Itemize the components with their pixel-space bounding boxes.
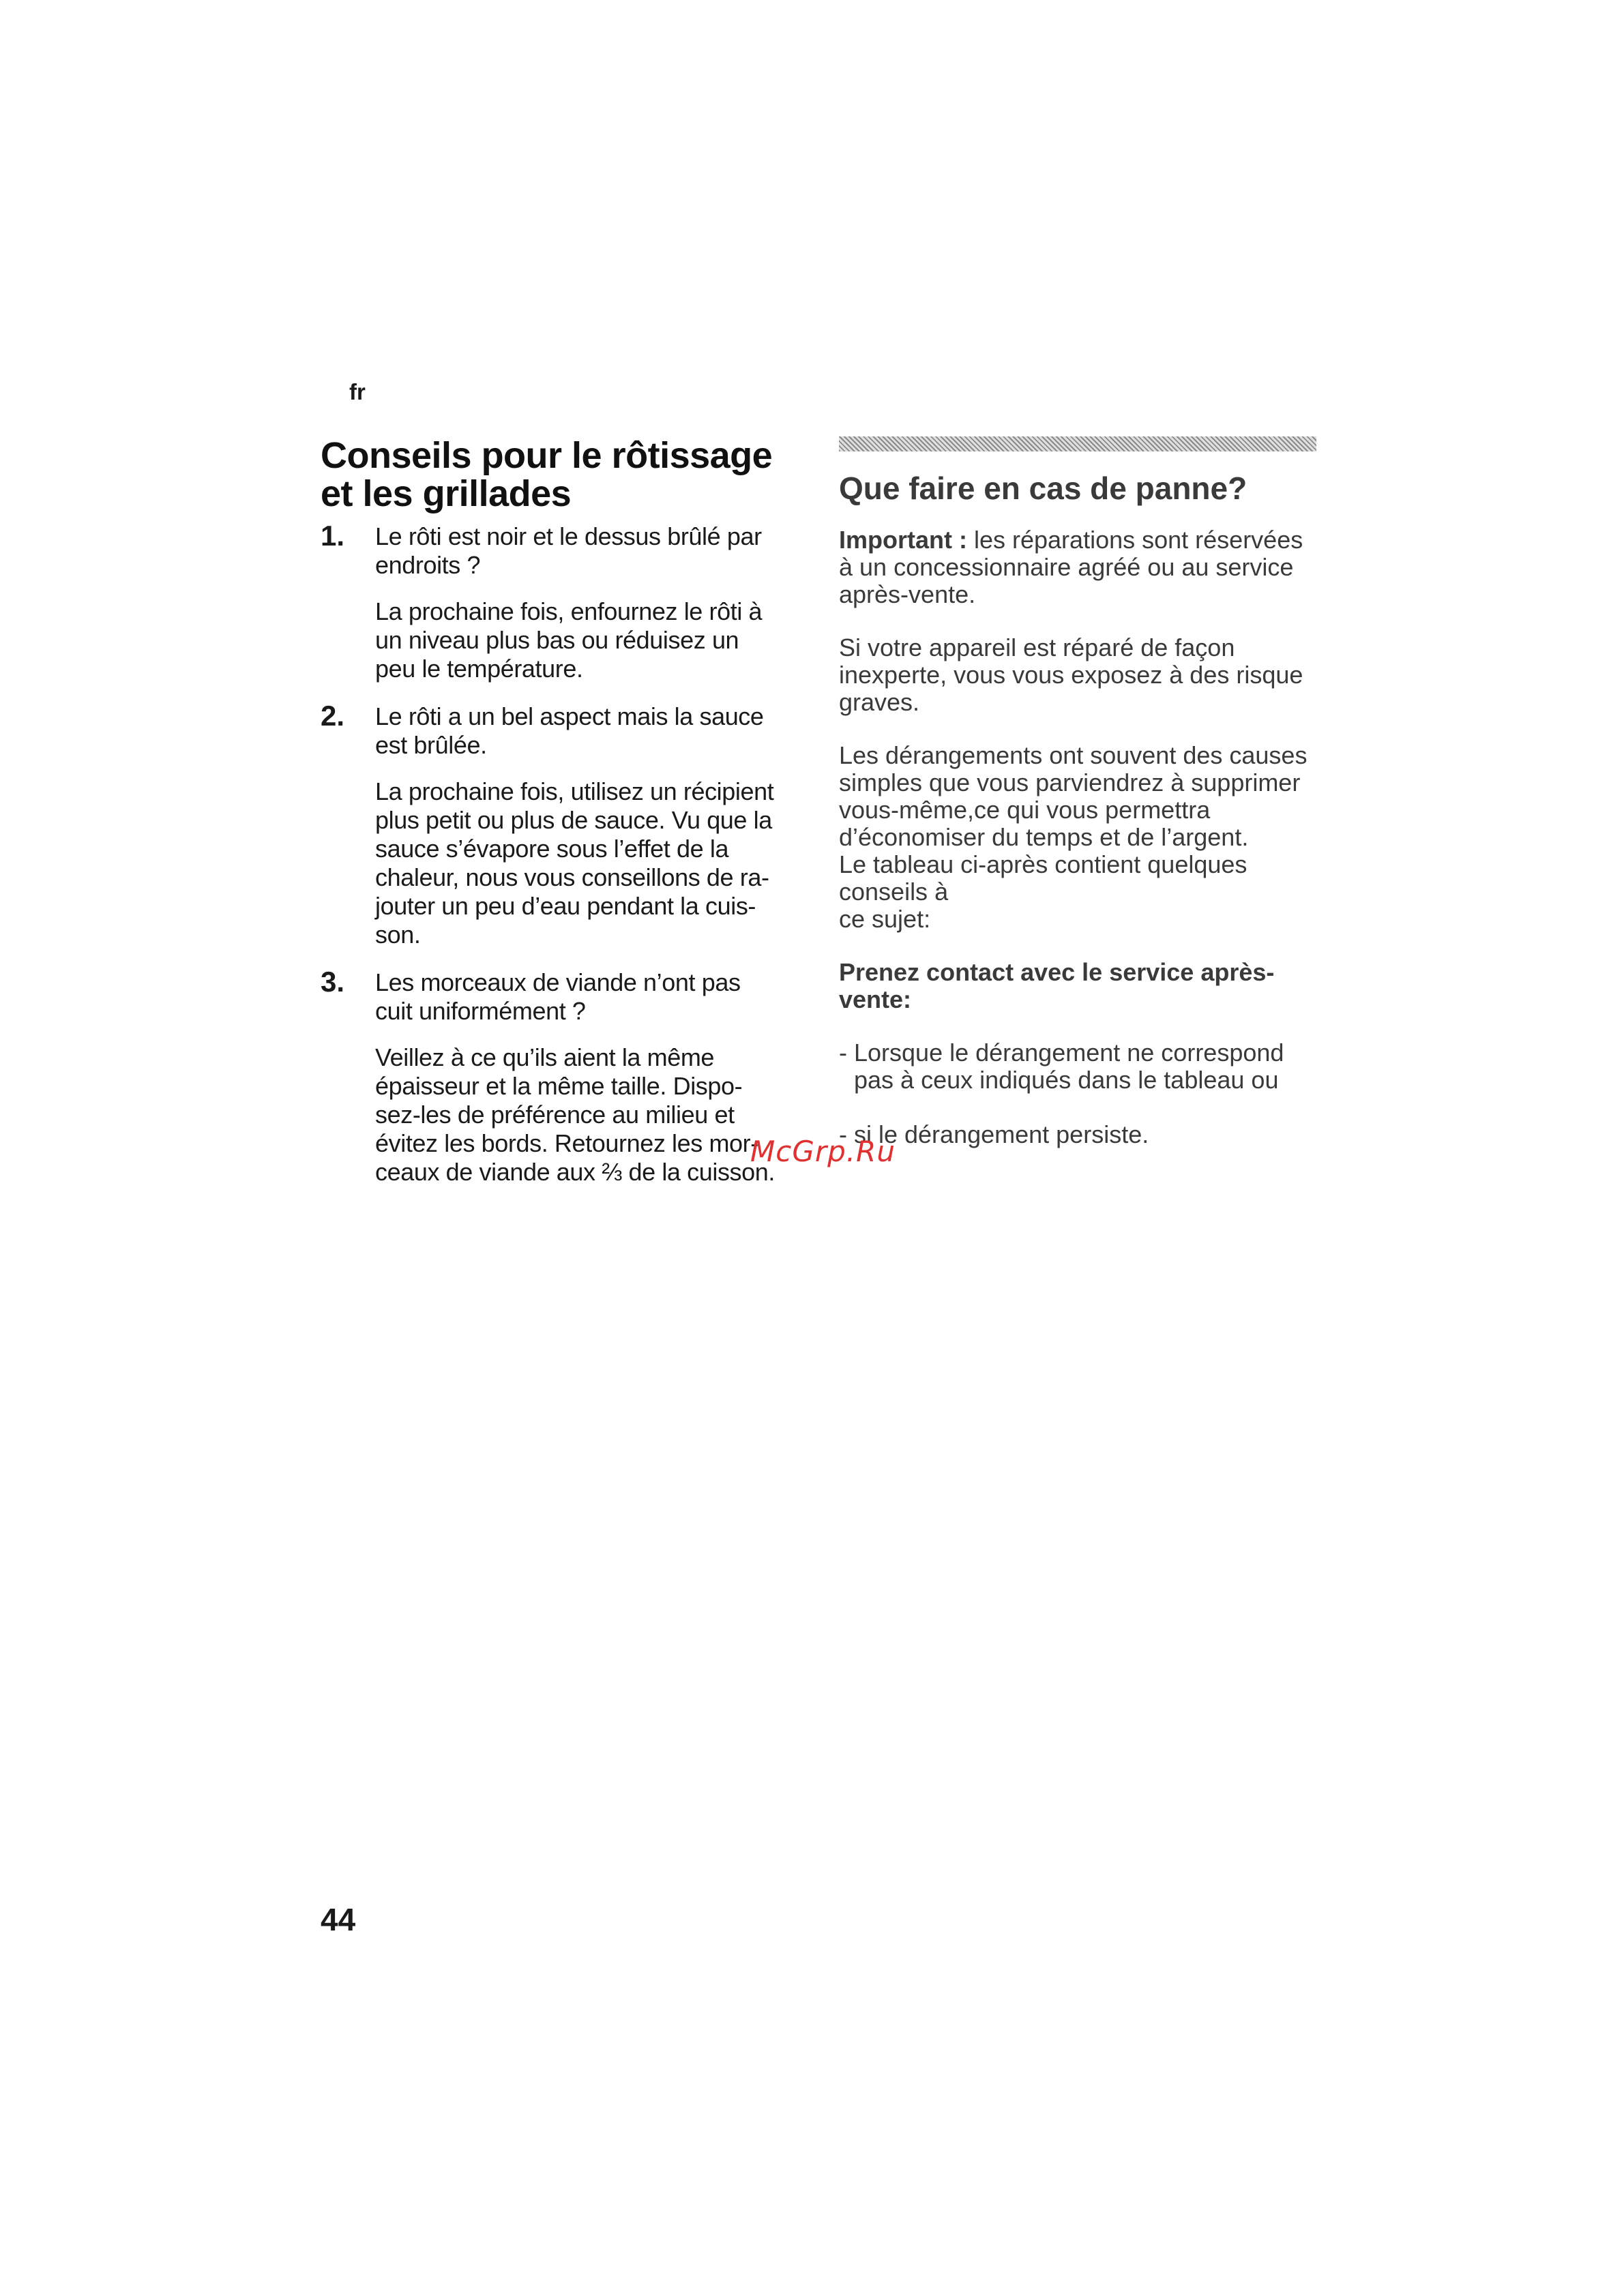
tip-answer bbox=[375, 1043, 812, 1187]
tip-number: 1. bbox=[321, 520, 345, 552]
text-line: chaleur, nous vous conseillons de ra- bbox=[375, 863, 769, 891]
right-column bbox=[839, 436, 1323, 1176]
text-line: La prochaine fois, enfournez le rôti à bbox=[375, 597, 763, 625]
text-line: est brûlée. bbox=[375, 731, 487, 759]
title-line: Conseils pour le rôtissage bbox=[321, 435, 773, 476]
text-line: Les dérangements ont souvent des causes bbox=[839, 741, 1308, 769]
watermark-logo: McGrp.Ru bbox=[750, 1135, 896, 1168]
text-line: cuit uniformément ? bbox=[375, 997, 586, 1025]
tip-item-1 bbox=[321, 522, 812, 683]
text-line: plus petit ou plus de sauce. Vu que la bbox=[375, 806, 772, 834]
text-line: sauce s’évapore sous l’effet de la bbox=[375, 835, 729, 863]
risk-paragraph bbox=[839, 634, 1323, 716]
text-line: évitez les bords. Retournez les mor- bbox=[375, 1129, 758, 1157]
text-line: vente: bbox=[839, 985, 912, 1013]
text-line: graves. bbox=[839, 688, 920, 716]
text-line: jouter un peu d’eau pendant la cuis- bbox=[375, 892, 756, 920]
text-line: Le tableau ci-après contient quelques bbox=[839, 850, 1247, 878]
contact-heading bbox=[839, 959, 1323, 1013]
text-line: ce sujet: bbox=[839, 905, 931, 933]
text-line: son. bbox=[375, 921, 421, 949]
text-line: à un concessionnaire agréé ou au service bbox=[839, 553, 1294, 581]
causes-paragraph bbox=[839, 742, 1323, 933]
text-line: Le rôti est noir et le dessus brûlé par bbox=[375, 522, 762, 550]
important-paragraph bbox=[839, 526, 1323, 608]
tip-number: 3. bbox=[321, 966, 345, 998]
tip-number: 2. bbox=[321, 700, 345, 732]
text-line: Prenez contact avec le service après- bbox=[839, 958, 1275, 986]
text-line: endroits ? bbox=[375, 551, 481, 579]
section-title-roasting bbox=[321, 436, 812, 513]
text-line: sez-les de préférence au milieu et bbox=[375, 1101, 735, 1129]
text-line: conseils à bbox=[839, 878, 949, 906]
hatched-divider bbox=[839, 436, 1316, 451]
text-line: vous-même,ce qui vous permettra bbox=[839, 796, 1211, 824]
contact-bullet-2: - si le dérangement persiste. bbox=[839, 1120, 1149, 1148]
page-number: 44 bbox=[321, 1902, 356, 1937]
tip-question bbox=[375, 702, 812, 760]
important-label: Important : bbox=[839, 526, 967, 554]
text-line: Veillez à ce qu’ils aient la même bbox=[375, 1043, 715, 1071]
title-line: et les grillades bbox=[321, 473, 572, 514]
tip-item-2 bbox=[321, 702, 812, 949]
text-line: les réparations sont réservées bbox=[966, 526, 1303, 554]
text-line: pas à ceux indiqués dans le tableau ou bbox=[854, 1066, 1279, 1094]
text-line: épaisseur et la même taille. Dispo- bbox=[375, 1072, 743, 1100]
tip-answer bbox=[375, 777, 812, 949]
text-line: peu le température. bbox=[375, 655, 583, 683]
tip-question bbox=[375, 968, 812, 1026]
text-line: Le rôti a un bel aspect mais la sauce bbox=[375, 702, 764, 730]
tip-question bbox=[375, 522, 812, 580]
text-line: un niveau plus bas ou réduisez un bbox=[375, 626, 739, 654]
contact-bullet-1 bbox=[839, 1039, 1323, 1094]
left-column bbox=[321, 436, 812, 1206]
text-line: Si votre appareil est réparé de façon bbox=[839, 633, 1235, 661]
text-line: simples que vous parviendrez à supprimer bbox=[839, 769, 1301, 796]
text-line: Les morceaux de viande n’ont pas bbox=[375, 968, 741, 996]
text-line: inexperte, vous vous exposez à des risque bbox=[839, 661, 1303, 689]
tip-item-3 bbox=[321, 968, 812, 1187]
text-line: d’économiser du temps et de l’argent. bbox=[839, 823, 1249, 851]
text-line: ceaux de viande aux ⅔ de la cuisson. bbox=[375, 1158, 775, 1186]
text-line: La prochaine fois, utilisez un récipient bbox=[375, 777, 774, 805]
tip-answer bbox=[375, 597, 812, 683]
text-line: après-vente. bbox=[839, 580, 976, 608]
language-tag: fr bbox=[349, 379, 366, 404]
text-line: - Lorsque le dérangement ne correspond bbox=[839, 1039, 1284, 1067]
section-title-troubleshooting: Que faire en cas de panne? bbox=[839, 471, 1247, 506]
